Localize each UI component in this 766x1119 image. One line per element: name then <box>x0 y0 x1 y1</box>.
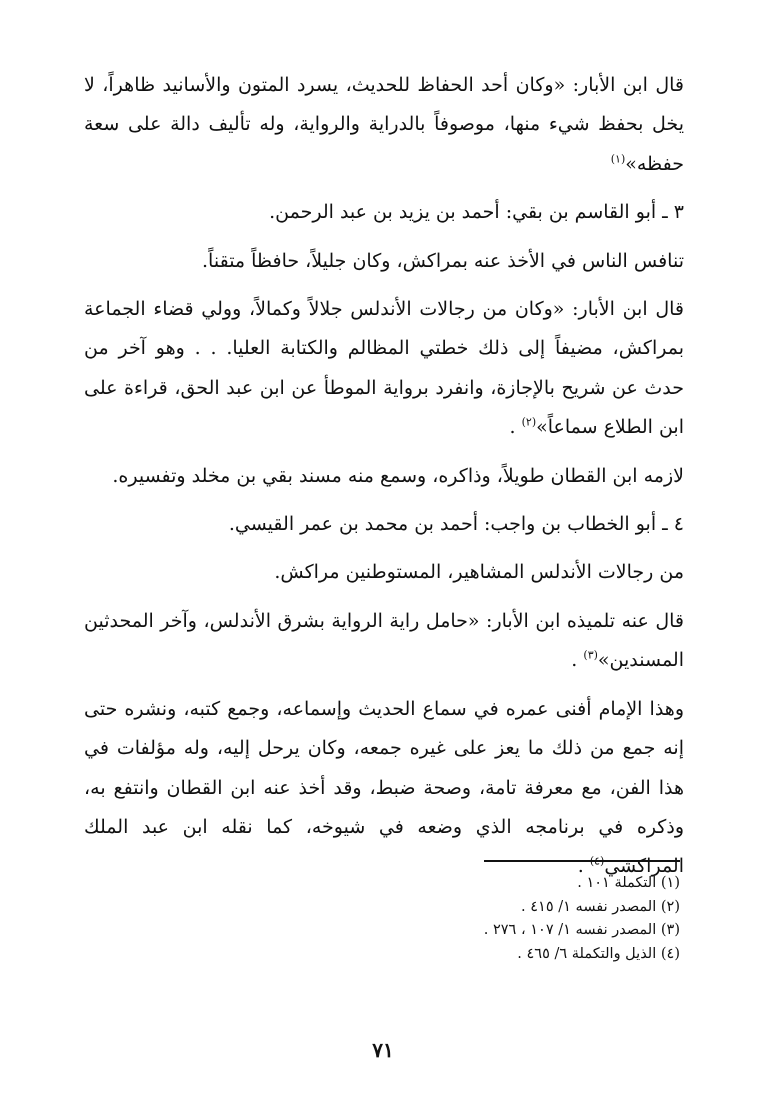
footnote-3: (٣) المصدر نفسه ١/ ١٠٧ ، ٢٧٦ . <box>483 922 680 938</box>
paragraph-1: قال ابن الأبار: «وكان أحد الحفاظ للحديث، يسرد المتون والأسانيد ظاهراً، لا يخل بحفظ شيء منها، موصوفاً بالدراية والرواية، وله تأليف دالة على سعة حفظه»$^{(١)}$ <box>84 74 684 175</box>
page-number: ٧١ <box>372 1038 394 1062</box>
footnote-2: (٢) المصدر نفسه ١/ ٤١٥ . <box>521 898 680 915</box>
main-text <box>84 66 684 896</box>
footnote-separator <box>484 860 680 862</box>
footnote-ref-1: (١) <box>610 152 626 166</box>
footnote-4: (٤) الذيل والتكملة ٦/ ٤٦٥ . <box>517 945 680 962</box>
paragraph-5: لازمه ابن القطان طويلاً، وذاكره، وسمع منه مسند بقي بن مخلد وتفسيره. <box>112 464 684 487</box>
footnote-1: (١) التكملة ١٠١ . <box>577 875 680 891</box>
paragraph-2: ٣ ـ أبو القاسم بن بقي: أحمد بن يزيد بن عبد الرحمن. <box>269 201 684 224</box>
paragraph-9: وهذا الإمام أفنى عمره في سماع الحديث وإسماعه، وجمع كتبه، ونشره حتى إنه جمع من ذلك ما يعز على غيره جمعه، وكان يرحل إليه، وله مؤلفات في هذا الفن، مع معرفة تامة، وصحة ضبط، وقد أخذ عنه ابن القطان وانتفع به، وذكره في برنامجه الذي وضعه في شيوخه، كما نقله ابن عبد الملك المراكشي$^{(٤)}$ . <box>84 697 684 878</box>
footnote-ref-2: (٢) <box>521 415 537 429</box>
paragraph-4: قال ابن الأبار: «وكان من رجالات الأندلس جلالاً وكمالاً، وولي قضاء الجماعة بمراكش، مضيفاً إلى ذلك خطتي المظالم والكتابة العليا. . . وهو آخر من حدث عن شريح بالإجازة، وانفرد برواية الموطأ عن ابن عبد الحق، قراءة على ابن الطلاع سماعاً»$^{(٢)}$ . <box>84 298 684 439</box>
footnotes <box>300 872 680 966</box>
paragraph-8: قال عنه تلميذه ابن الأبار: «حامل راية الرواية بشرق الأندلس، وآخر المحدثين المسندين»$^{(٣)}$ . <box>84 609 684 672</box>
paragraph-7: من رجالات الأندلس المشاهير، المستوطنين مراكش. <box>274 561 684 584</box>
paragraph-6: ٤ ـ أبو الخطاب بن واجب: أحمد بن محمد بن عمر القيسي. <box>228 513 684 536</box>
footnote-ref-3: (٣) <box>583 648 598 662</box>
paragraph-3: تنافس الناس في الأخذ عنه بمراكش، وكان جليلاً، حافظاً متقناً. <box>202 249 684 272</box>
footnote-ref-4: (٤) <box>589 854 605 868</box>
